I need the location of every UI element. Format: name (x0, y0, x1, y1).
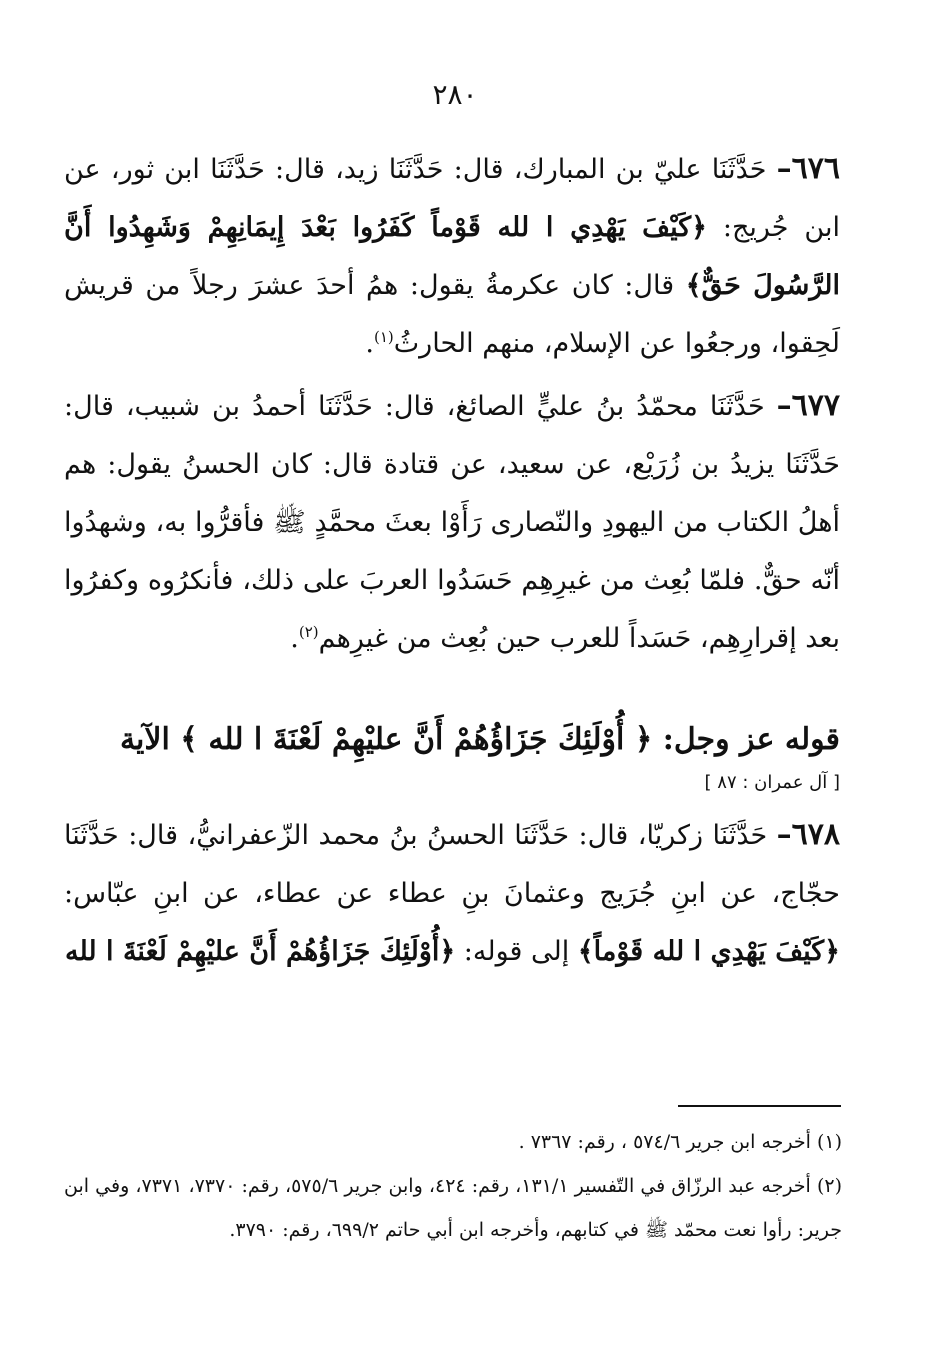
heading-tail: الآية (119, 722, 181, 757)
heading-verse: ﴿ أُوْلَئِكَ جَزَاؤُهُمْ أَنَّ عليْهِمْ لَعْنَةَ ا لله ﴾ (180, 722, 653, 757)
main-text (64, 140, 840, 981)
hadith-676 (64, 140, 840, 373)
heading-lead: قوله عز وجل: (652, 722, 840, 757)
footnote-divider (678, 1105, 841, 1107)
footnote-reference: (٢) (298, 623, 319, 641)
footnote-1: (١) أخرجه ابن جرير ٥٧٤/٦ ، رقم: ٧٣٦٧ . (518, 1131, 842, 1153)
page-number: ٢٨٠ (432, 78, 478, 111)
footnote-reference: (١) (373, 328, 394, 346)
hadith-text: حَدَّثَنَا زكريّا، قال: حَدَّثَنَا الحسنُ بنُ محمد الزّعفرانيُّ، قال: حَدَّثَنَا حجّاج، عن ابنِ جُرَيج وعثمانَ بنِ عطاء عن عطاء، عن ابنِ عبّاس: (64, 820, 840, 909)
hadith-677 (64, 377, 840, 668)
hadith-678 (64, 806, 840, 981)
hadith-number: ٦٧٦– (776, 151, 840, 186)
hadith-text: حَدَّثَنَا محمّدُ بنُ عليٍّ الصائغ، قال: حَدَّثَنَا أحمدُ بن شبيب، قال: حَدَّثَنَا يزيدُ بن زُرَيْع، عن سعيد، عن قتادة قال: كان الحسنُ يقول: هم أهلُ الكتاب من اليهودِ والنّصارى رَأَوْا بعثَ محمَّدٍ ﷺ فأقرُّوا به، وشهدُوا أنّه حقٌّ. فلمّا بُعِث من غيرِهِم حَسَدُوا العربَ على ذلك، فأنكرُوه وكفرُوا بعد إقرارِهِم، حَسَداً للعرب حين بُعِث من غيرِهم (64, 391, 840, 654)
hadith-number: ٦٧٧– (776, 388, 840, 423)
sentence-end: . (290, 623, 299, 654)
section-heading (64, 712, 840, 768)
quran-quote: ﴿كَيْفَ يَهْدِي ا لله قَوْماً﴾ (577, 936, 840, 967)
hadith-text: قال: كان عكرمةُ يقول: همُ أحدَ عشرَ رجلاً من قريش لَحِقوا، ورجعُوا عن الإسلام، منهم الحارثُ (64, 270, 840, 359)
hadith-text: إلى قوله: (455, 936, 578, 967)
quran-quote: ﴿كَيْفَ يَهْدِي ا لله قَوْماً كَفَرُوا بَعْدَ إِيمَانِهِمْ وَشَهِدُوا أَنَّ الرَّسُولَ حَقٌّ﴾ (64, 212, 840, 301)
footnote-2: (٢) أخرجه عبد الرزّاق في التّفسير ١٣١/١، رقم: ٤٢٤، وابن جرير ٥٧٥/٦، رقم: ٧٣٧٠، ٧٣٧١، وفي ابن جرير: رأوا نعت محمّد ﷺ في كتابهم، وأخرجه ابن أبي حاتم ٦٩٩/٢، رقم: ٣٧٩٠. (64, 1175, 843, 1241)
footnotes (64, 1120, 842, 1252)
sentence-end: . (365, 328, 374, 359)
verse-reference: [ آل عمران : ٨٧ ] (704, 772, 840, 793)
hadith-number: ٦٧٨– (776, 817, 840, 852)
hadith-text: حَدَّثَنَا عليّ بن المبارك، قال: حَدَّثَنَا زيد، قال: حَدَّثَنَا ابن ثور، عن ابن جُريج: (64, 154, 840, 243)
quran-quote: ﴿أُوْلَئِكَ جَزَاؤُهُمْ أَنَّ عليْهِمْ لَعْنَةَ ا لله (65, 936, 456, 967)
